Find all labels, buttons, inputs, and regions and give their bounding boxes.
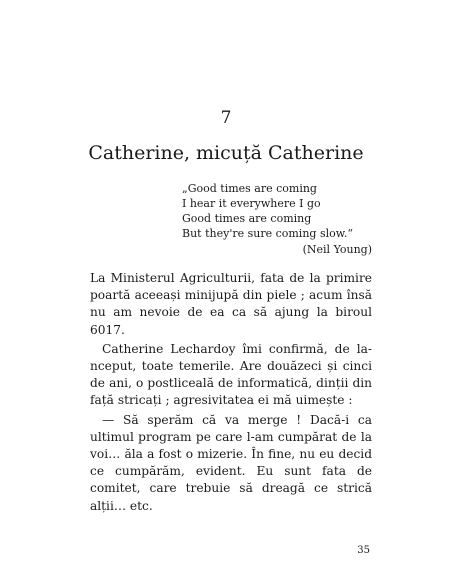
chapter-number: 7 [220, 108, 232, 128]
epigraph-line: Good times are coming [182, 212, 312, 225]
page-number: 35 [357, 545, 370, 556]
epigraph-line: „Good times are coming [182, 182, 317, 195]
paragraph: Catherine Lechardoy îmi confirmă, de la-nceput, toate temerile. Are douăzeci și cinci de ani, o postliceală de informatică, dinții din față stricați ; agresivitatea ei mă uimește : [90, 341, 372, 408]
epigraph [182, 181, 372, 257]
body-text [90, 270, 372, 515]
paragraph: La Ministerul Agriculturii, fata de la primire poartă aceeași minijupă din piele ; acum însă nu am nevoie de ea ca să ajung la biroul 6017. [90, 271, 372, 337]
chapter-title: Catherine, micuță Catherine [88, 142, 364, 164]
epigraph-line: But they're sure coming slow.“ [182, 227, 353, 240]
paragraph: — Să sperăm că va merge ! Dacă-i ca ultimul program pe care l-am cumpărat de la voi… ăla a fost o mizerie. În fine, nu eu decid ce cumpărăm, evident. Eu sunt fata de comitet, care trebuie să dreagă ce strică alții… etc. [90, 412, 372, 513]
epigraph-attribution: (Neil Young) [302, 243, 372, 256]
epigraph-line: I hear it everywhere I go [182, 197, 321, 210]
